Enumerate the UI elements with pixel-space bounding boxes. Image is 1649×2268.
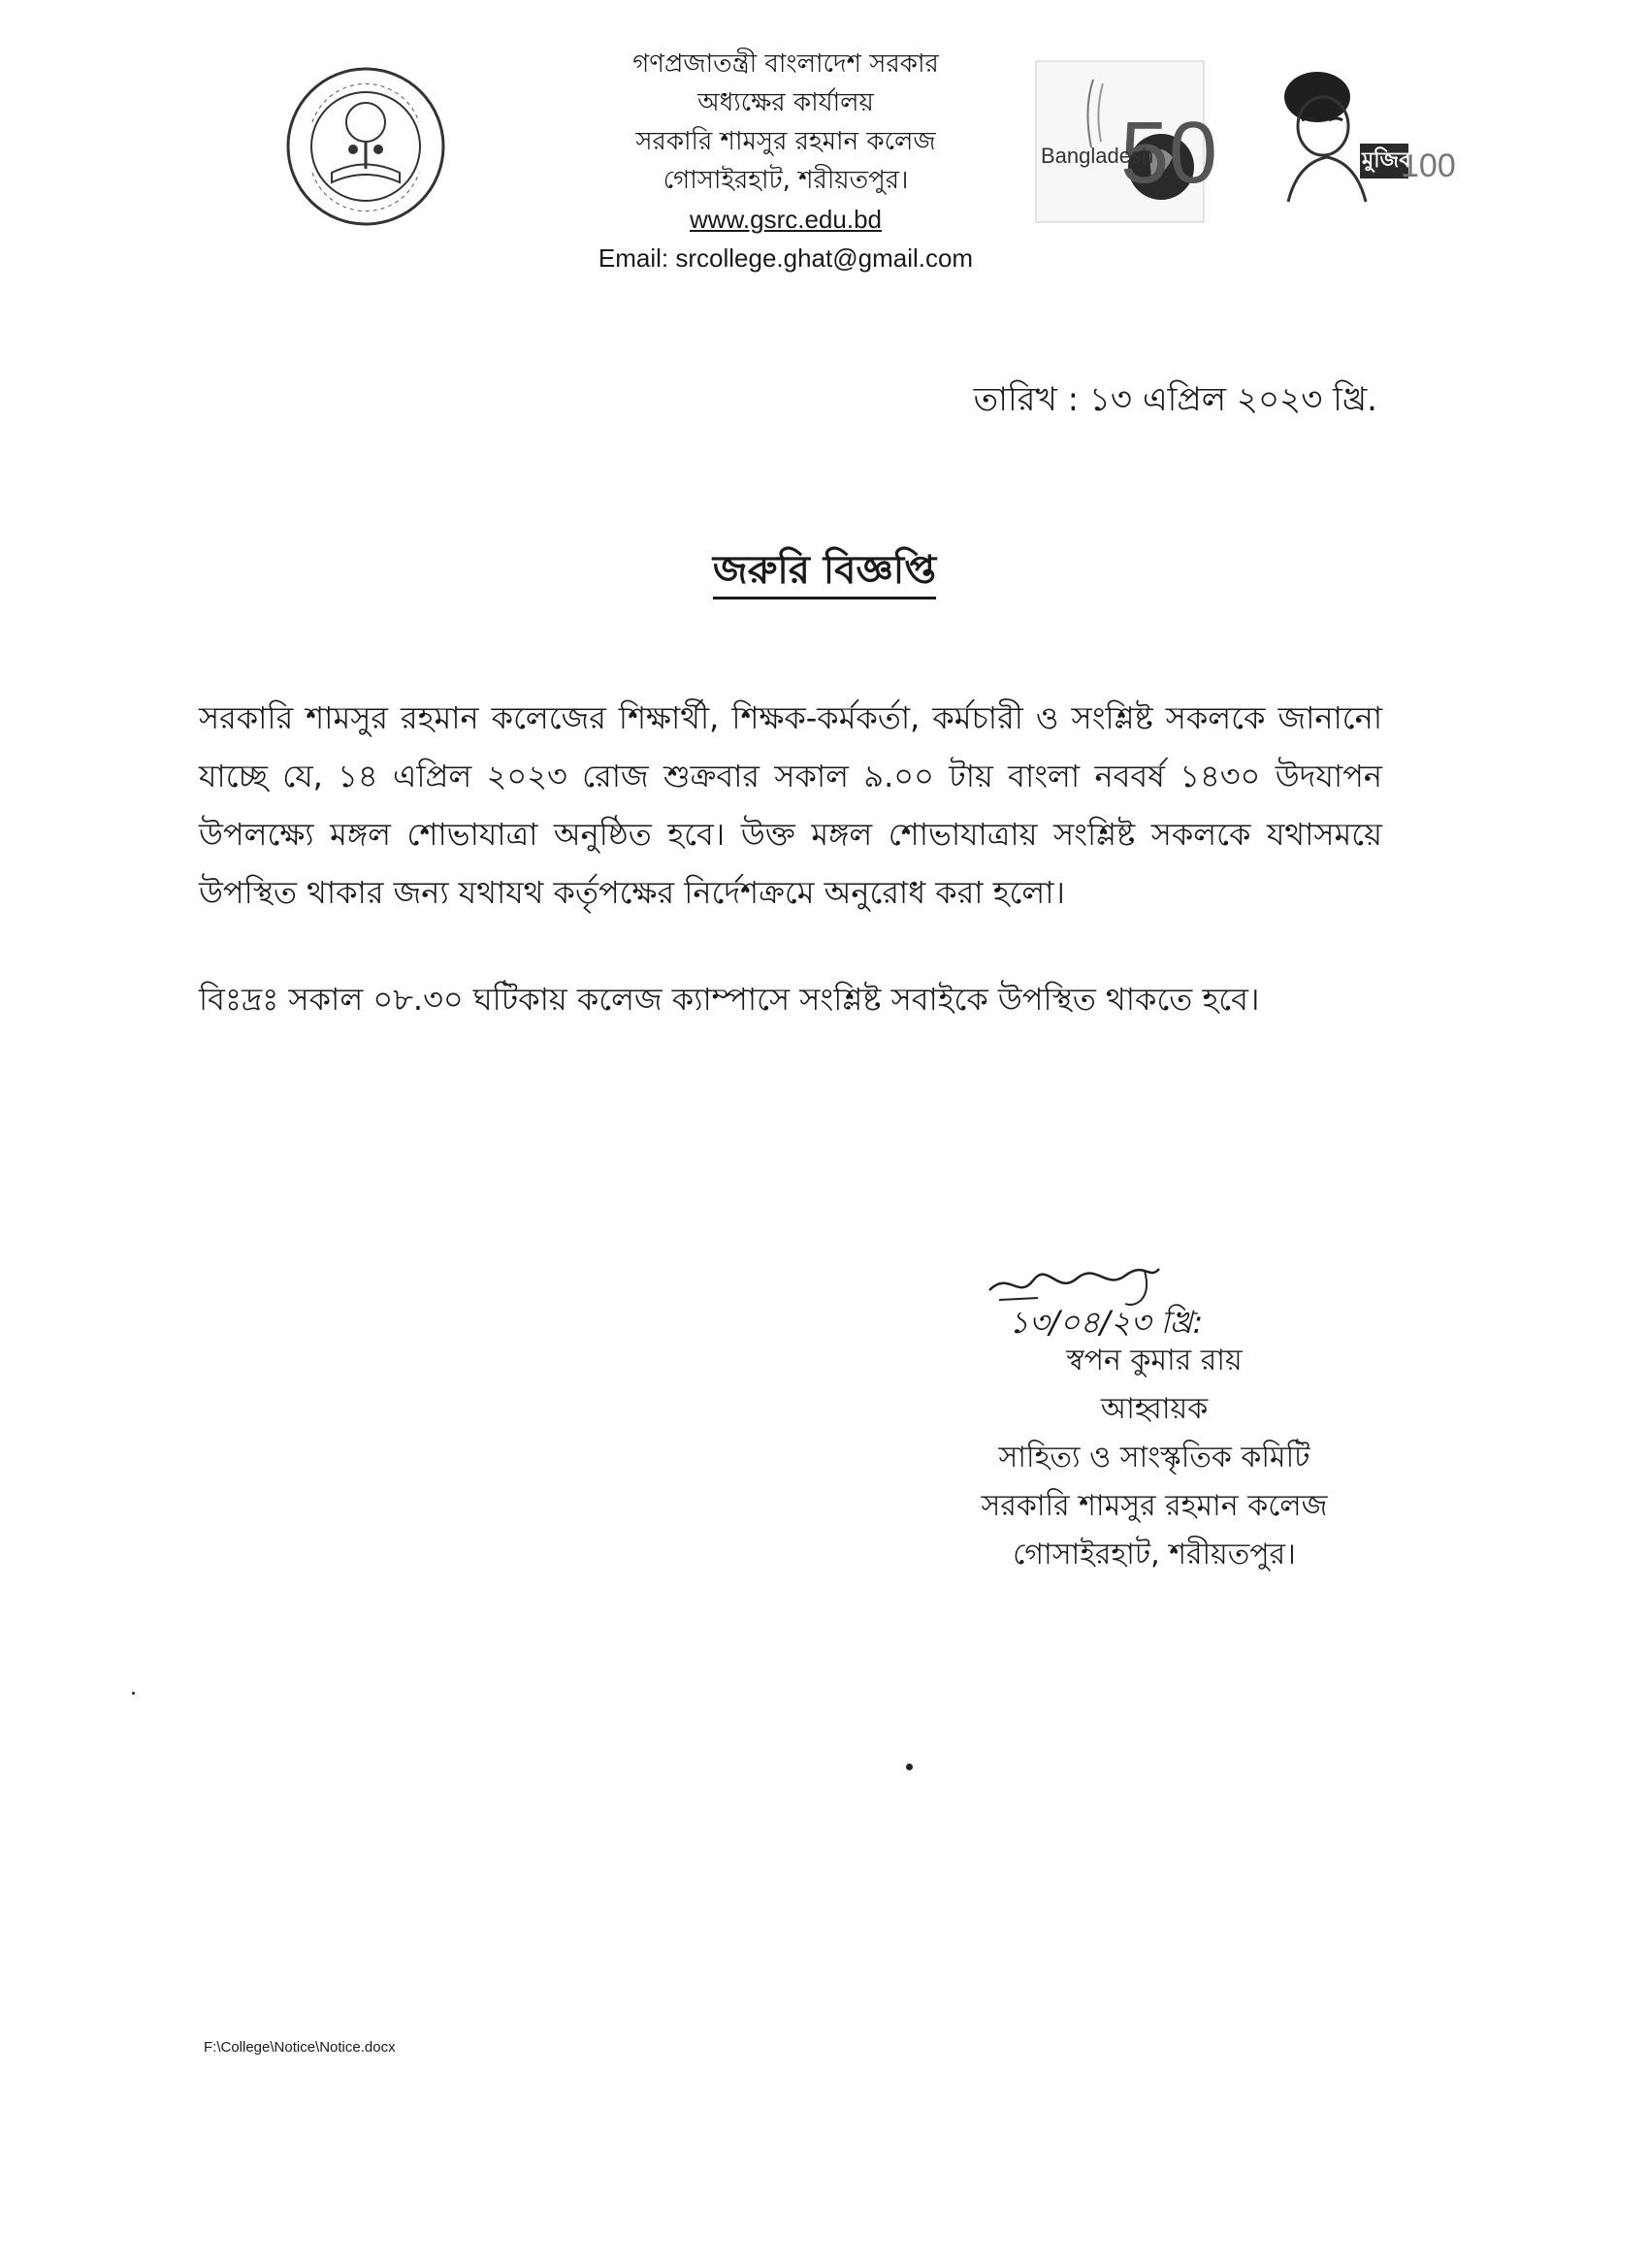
header-line-government: গণপ্রজাতন্ত্রী বাংলাদেশ সরকার [632, 49, 939, 79]
notice-note: বিঃদ্রঃ সকাল ০৮.৩০ ঘটিকায় কলেজ ক্যাম্পাসে সংশ্লিষ্ট সবাইকে উপস্থিত থাকতে হবে। [199, 981, 1260, 1018]
mujib-100-logo [1259, 56, 1456, 204]
college-seal-icon [283, 64, 448, 229]
logo-mujib-text: মুজিব [1362, 148, 1411, 173]
header-line-office: অধ্যক্ষের কার্যালয় [697, 88, 874, 117]
scan-speck [906, 1764, 913, 1770]
signatory-committee: সাহিত্য ও সাংস্কৃতিক কমিটি [998, 1441, 1310, 1474]
logo-number-100: 100 [1401, 147, 1456, 184]
notice-date: তারিখ : ১৩ এপ্রিল ২০২৩ খ্রি. [973, 380, 1377, 419]
signatory-designation: আহ্বায়ক [1100, 1392, 1209, 1426]
handwritten-signature [980, 1261, 1348, 1348]
signatory-institution: সরকারি শামসুর রহমান কলেজ [981, 1489, 1328, 1523]
header-line-college: সরকারি শামসুর রহমান কলেজ [635, 127, 936, 156]
header-line-address: গোসাইরহাট, শরীয়তপুর। [663, 166, 909, 195]
notice-body: সরকারি শামসুর রহমান কলেজের শিক্ষার্থী, শিক্ষক-কর্মকর্তা, কর্মচারী ও সংশ্লিষ্ট সকলকে জানানো যাচ্ছে যে, ১৪ এপ্রিল ২০২৩ রোজ শুক্রবার সকাল ৯.০০ টায় বাংলা নববর্ষ ১৪৩০ উদযাপন উপলক্ষ্যে মঙ্গল শোভাযাত্রা অনুষ্ঠিত হবে। উক্ত মঙ্গল শোভাযাত্রায় সংশ্লিষ্ট সকলকে যথাসময়ে উপস্থিত থাকার জন্য যথাযথ কর্তৃপক্ষের নির্দেশক্রমে অনুরোধ করা হলো। [199, 699, 1382, 911]
letterhead [543, 45, 1028, 277]
scan-speck [132, 1692, 135, 1695]
logo-number-50: 50 [1120, 105, 1218, 202]
signature-block [873, 1337, 1436, 1579]
footer-file-path: F:\College\Notice\Notice.docx [204, 2039, 396, 2056]
logo-bangladesh-text: Bangladesh [1041, 144, 1154, 168]
notice-title [0, 539, 1649, 604]
signatory-name: স্বপন কুমার রায় [1066, 1344, 1243, 1377]
bangladesh-50-logo [1035, 60, 1218, 223]
signature-date: ১৩/০৪/২৩ খ্রি: [1009, 1304, 1204, 1341]
notice-title-text: জরুরি বিজ্ঞপ্তি [713, 548, 936, 599]
signatory-address: গোসাইরহাট, শরীয়তপুর। [1013, 1538, 1296, 1571]
website-link[interactable]: www.gsrc.edu.bd [690, 205, 882, 234]
email-address: Email: srcollege.ghat@gmail.com [598, 243, 974, 273]
